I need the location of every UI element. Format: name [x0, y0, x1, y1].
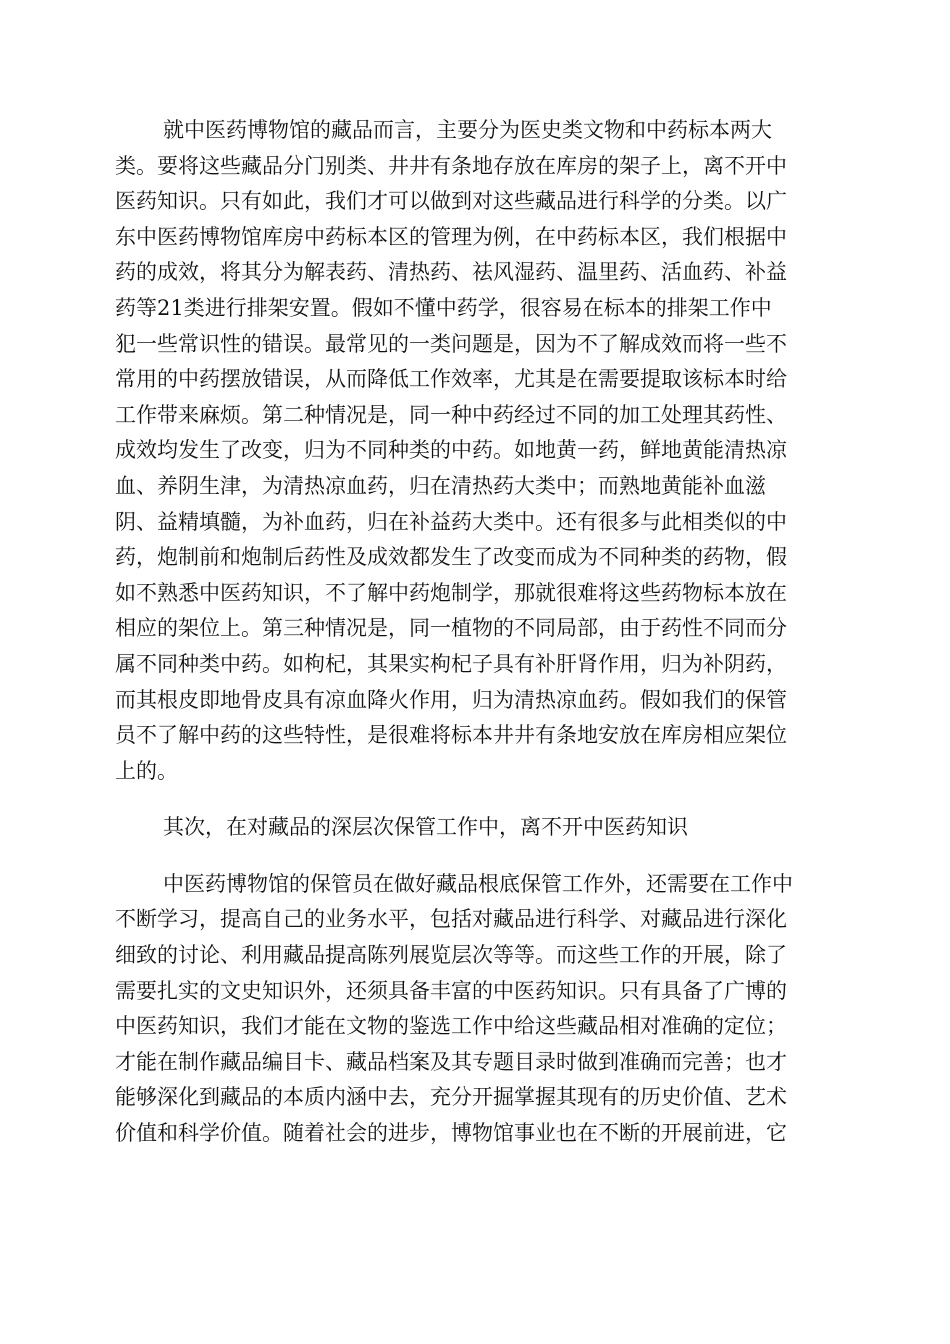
text-line: 上的。: [115, 758, 178, 783]
text-line: 中医药博物馆的保管员在做好藏品根底保管工作外，还需要在工作中: [163, 871, 793, 896]
text-line: 犯一些常识性的错误。最常见的一类问题是，因为不了解成效而将一些不: [115, 331, 787, 356]
text-line: 药等21类进行排架安置。假如不懂中药学，很容易在标本的排架工作中: [115, 295, 772, 320]
text-line: 成效均发生了改变，归为不同种类的中药。如地黄一药，鲜地黄能清热凉: [115, 438, 787, 463]
text-line: 才能在制作藏品编目卡、藏品档案及其专题目录时做到准确而完善；也才: [115, 1049, 787, 1074]
text-line: 需要扎实的文史知识外，还须具备丰富的中医药知识。只有具备了广博的: [115, 978, 787, 1003]
text-line: 中医药知识，我们才能在文物的鉴选工作中给这些藏品相对准确的定位；: [115, 1014, 787, 1039]
text-line: 能够深化到藏品的本质内涵中去，充分开掘掌握其现有的历史价值、艺术: [115, 1085, 787, 1110]
paragraph-1: [115, 113, 827, 789]
text-line: 药，炮制前和炮制后药性及成效都发生了改变而成为不同种类的药物，假: [115, 545, 787, 570]
text-line: 其次，在对藏品的深层次保管工作中，离不开中医药知识: [163, 815, 688, 840]
text-line: 东中医药博物馆库房中药标本区的管理为例，在中药标本区，我们根据中: [115, 224, 787, 249]
text-line: 如不熟悉中医药知识，不了解中药炮制学，那就很难将这些药物标本放在: [115, 580, 787, 605]
text-line: 类。要将这些藏品分门别类、井井有条地存放在库房的架子上，离不开中: [115, 153, 787, 178]
text-line: 就中医药博物馆的藏品而言，主要分为医史类文物和中药标本两大: [163, 118, 772, 142]
text-line: 属不同种类中药。如枸杞，其果实枸杞子具有补肝肾作用，归为补阴药，: [115, 651, 787, 676]
text-line: 工作带来麻烦。第二种情况是，同一种中药经过不同的加工处理其药性、: [115, 402, 787, 427]
body-text: [115, 113, 827, 1152]
text-line: 价值和科学价值。随着社会的进步，博物馆事业也在不断的开展前进，它: [115, 1121, 787, 1146]
text-line: 药的成效，将其分为解表药、清热药、祛风湿药、温里药、活血药、补益: [115, 260, 787, 285]
paragraph-3: [115, 867, 827, 1152]
text-line: 阴、益精填髓，为补血药，归在补益药大类中。还有很多与此相类似的中: [115, 509, 787, 534]
text-line: 相应的架位上。第三种情况是，同一植物的不同局部，由于药性不同而分: [115, 616, 787, 641]
text-line: 常用的中药摆放错误，从而降低工作效率，尤其是在需要提取该标本时给: [115, 367, 787, 392]
text-line: 医药知识。只有如此，我们才可以做到对这些藏品进行科学的分类。以广: [115, 189, 787, 214]
paragraph-gap: [115, 789, 827, 810]
text-line: 血、养阴生津，为清热凉血药，归在清热药大类中；而熟地黄能补血滋: [115, 473, 766, 498]
text-line: 员不了解中药的这些特性，是很难将标本井井有条地安放在库房相应架位: [115, 723, 787, 748]
text-line: 不断学习，提高自己的业务水平，包括对藏品进行科学、对藏品进行深化: [115, 907, 787, 932]
section-heading: [115, 810, 827, 846]
text-line: 细致的讨论、利用藏品提高陈列展览层次等等。而这些工作的开展，除了: [115, 943, 787, 968]
paragraph-gap: [115, 846, 827, 867]
text-line: 而其根皮即地骨皮具有凉血降火作用，归为清热凉血药。假如我们的保管: [115, 687, 787, 712]
